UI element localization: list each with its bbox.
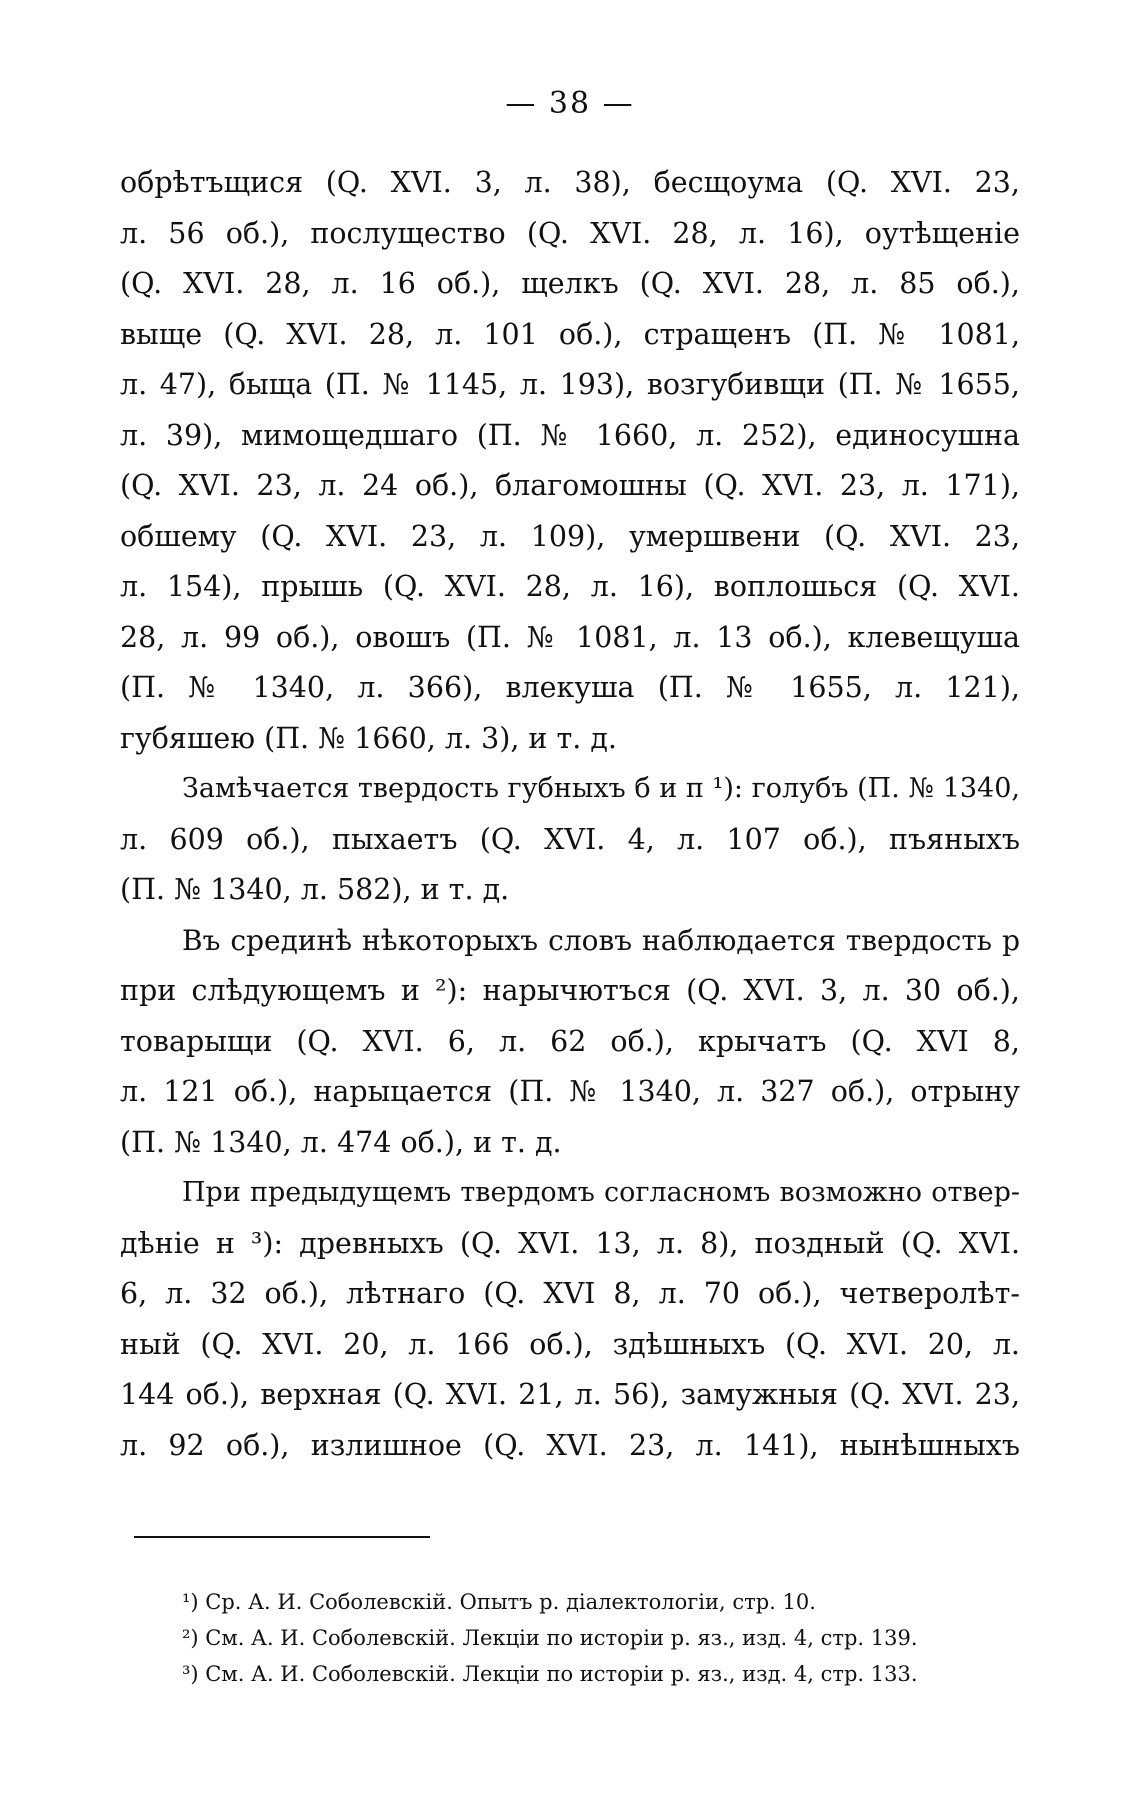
- text-line: товарыщи (Q. XVI. 6, л. 62 об.), крычатъ (Q. XVI 8,: [120, 1024, 1020, 1058]
- text-line: Замѣчается твердость губныхъ б и п ¹): голубъ (П. № 1340,: [182, 773, 1020, 804]
- text-line: выще (Q. XVI. 28, л. 101 об.), стращенъ (П. № 1081,: [120, 317, 1020, 351]
- text-line: л. 121 об.), нарыцается (П. № 1340, л. 327 об.), отрыну: [120, 1075, 1020, 1108]
- footnote-divider: [134, 1536, 430, 1538]
- text-line: л. 47), быща (П. № 1145, л. 193), возгубивщи (П. № 1655,: [120, 368, 1020, 401]
- footnote-1: ¹) Ср. А. И. Соболевскій. Опытъ р. діалектологіи, стр. 10.: [182, 1590, 816, 1614]
- text-line: л. 609 об.), пыхаетъ (Q. XVI. 4, л. 107 об.), пъяныхъ: [120, 822, 1020, 856]
- paragraph-2: [120, 764, 1020, 916]
- text-line: л. 39), мимощедшаго (П. № 1660, л. 252), единосушна: [120, 418, 1020, 452]
- text-line: губяшею (П. № 1660, л. 3), и т. д.: [120, 721, 617, 755]
- text-line: (П. № 1340, л. 474 об.), и т. д.: [120, 1125, 562, 1159]
- text-line: (П. № 1340, л. 366), влекуша (П. № 1655, л. 121),: [120, 671, 1020, 704]
- text-line: дѣніе н ³): древныхъ (Q. XVI. 13, л. 8), поздный (Q. XVI.: [120, 1226, 1020, 1260]
- text-line: 28, л. 99 об.), овошъ (П. № 1081, л. 13 об.), клевещуша: [120, 620, 1020, 654]
- paragraph-3: [120, 916, 1020, 1169]
- footnote-2: ²) См. А. И. Соболевскій. Лекціи по исторіи р. яз., изд. 4, стр. 139.: [182, 1626, 918, 1650]
- text-line: л. 154), прышь (Q. XVI. 28, л. 16), воплошься (Q. XVI.: [120, 570, 1020, 603]
- text-line: 144 об.), верхная (Q. XVI. 21, л. 56), замужныя (Q. XVI. 23,: [120, 1378, 1020, 1411]
- text-line: при слѣдующемъ и ²): нарычютъся (Q. XVI. 3, л. 30 об.),: [120, 974, 1020, 1007]
- text-line: 6, л. 32 об.), лѣтнаго (Q. XVI 8, л. 70 об.), четверолѣт-: [120, 1277, 1020, 1310]
- text-line: (Q. XVI. 23, л. 24 об.), благомошны (Q. XVI. 23, л. 171),: [120, 469, 1020, 502]
- paragraph-1: [120, 158, 1020, 764]
- page-number: — 38 —: [505, 86, 635, 121]
- body-text: [120, 158, 1020, 1471]
- text-line: (Q. XVI. 28, л. 16 об.), щелкъ (Q. XVI. 28, л. 85 об.),: [120, 267, 1020, 300]
- text-line: При предыдущемъ твердомъ согласномъ возможно отвер-: [182, 1177, 1020, 1208]
- paragraph-4: [120, 1168, 1020, 1471]
- footnote-3: ³) См. А. И. Соболевскій. Лекціи по исторіи р. яз., изд. 4, стр. 133.: [182, 1662, 918, 1686]
- text-line: Въ срединѣ нѣкоторыхъ словъ наблюдается твердость р: [182, 923, 1020, 957]
- text-line: ный (Q. XVI. 20, л. 166 об.), здѣшныхъ (Q. XVI. 20, л.: [120, 1327, 1020, 1361]
- text-line: обрѣтъщися (Q. XVI. 3, л. 38), бесщоума (Q. XVI. 23,: [120, 166, 1020, 199]
- footnotes: [182, 1584, 1042, 1692]
- text-line: л. 92 об.), излишное (Q. XVI. 23, л. 141), нынѣшныхъ: [120, 1428, 1020, 1462]
- text-line: обшему (Q. XVI. 23, л. 109), умершвени (Q. XVI. 23,: [120, 519, 1020, 553]
- text-line: л. 56 об.), послущество (Q. XVI. 28, л. 16), оутѣщеніе: [120, 216, 1020, 250]
- text-line: (П. № 1340, л. 582), и т. д.: [120, 873, 510, 906]
